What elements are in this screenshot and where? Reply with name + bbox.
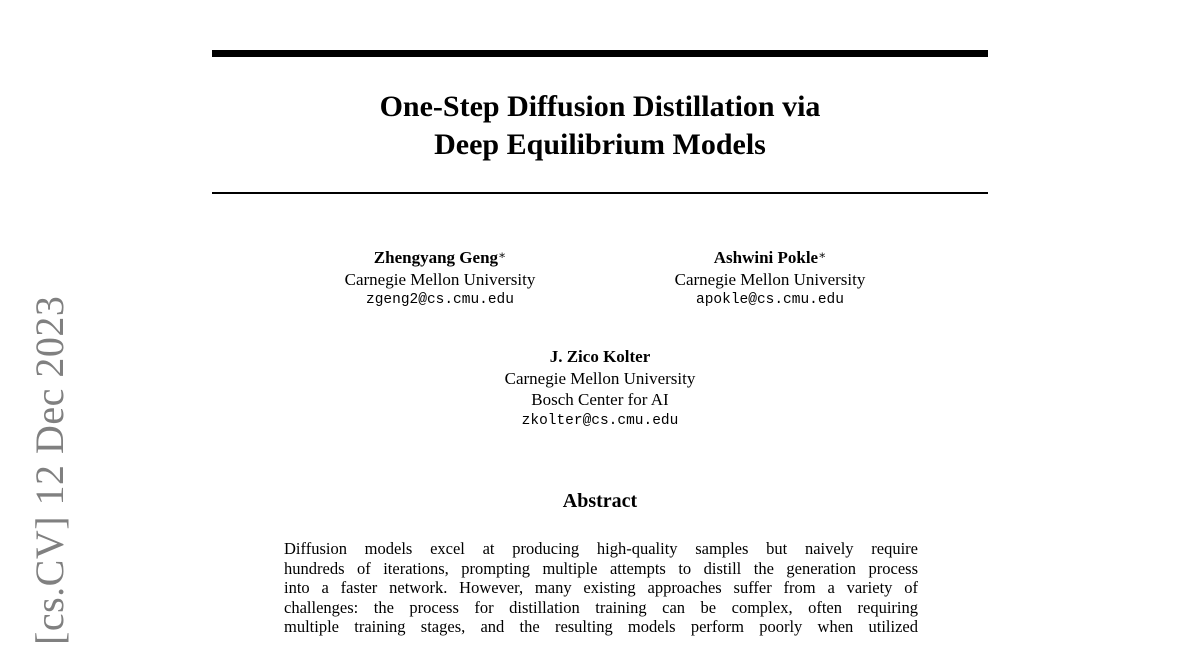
title-top-rule	[212, 50, 988, 57]
paper-title-line-1: One-Step Diffusion Distillation via	[379, 90, 821, 123]
abstract-line: Diffusion models excel at producing high-quality samples but naively require	[284, 539, 918, 558]
author-name: Ashwini Pokle∗	[713, 248, 827, 267]
equal-contribution-mark: ∗	[498, 248, 507, 262]
author-email[interactable]: zkolter@cs.cmu.edu	[521, 412, 679, 429]
author-block	[290, 247, 590, 312]
author-email[interactable]: zgeng2@cs.cmu.edu	[366, 292, 514, 308]
author-name: J. Zico Kolter	[549, 347, 651, 366]
author-name: Zhengyang Geng∗	[373, 248, 507, 267]
arxiv-identifier-stamp: [cs.CV] 12 Dec 2023	[27, 295, 72, 645]
author-block	[620, 247, 920, 312]
paper-title-line-2: Deep Equilibrium Models	[434, 128, 766, 161]
author-affiliation: Bosch Center for AI	[531, 390, 669, 409]
abstract-line: challenges: the process for distillation training can be complex, often requiring	[284, 597, 918, 617]
title-bottom-rule	[212, 192, 988, 194]
abstract-line: hundreds of iterations, prompting multiple attempts to distill the generation process	[284, 558, 918, 578]
paper-title	[212, 88, 988, 164]
author-affiliation: Carnegie Mellon University	[674, 269, 866, 289]
abstract-body	[284, 539, 918, 637]
author-block	[450, 346, 750, 432]
equal-contribution-mark: ∗	[818, 248, 827, 262]
abstract-line: multiple training stages, and the resulting models perform poorly when utilized	[284, 617, 918, 637]
author-affiliation: Carnegie Mellon University	[504, 368, 696, 388]
author-affiliation: Carnegie Mellon University	[344, 269, 536, 289]
abstract-line: into a faster network. However, many existing approaches suffer from a variety of	[284, 578, 918, 598]
abstract-heading: Abstract	[562, 490, 638, 512]
author-email[interactable]: apokle@cs.cmu.edu	[696, 292, 844, 308]
